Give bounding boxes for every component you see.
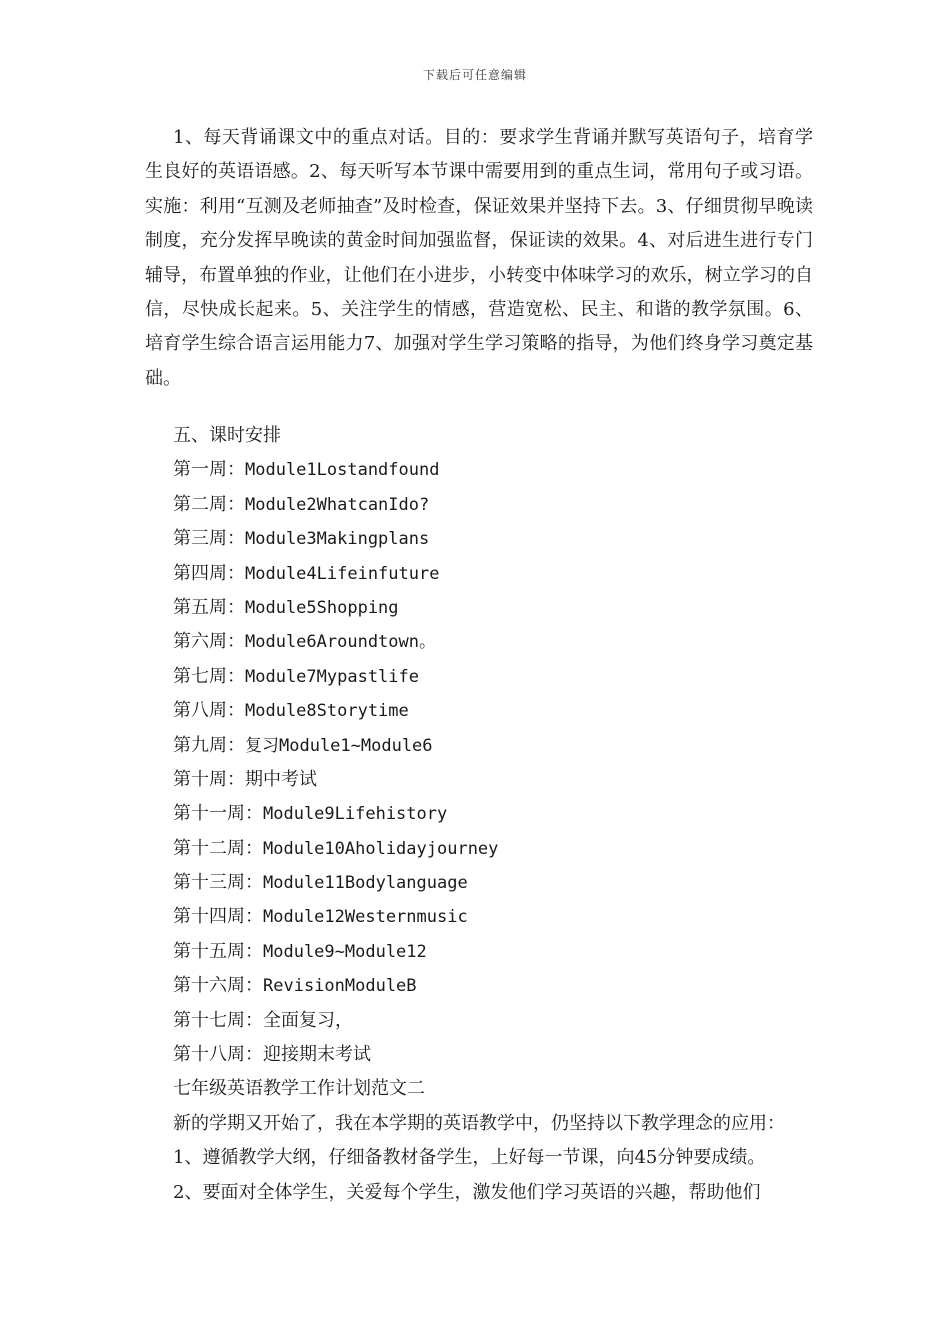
- schedule-row: [145, 557, 813, 591]
- week-label: 第十八周：: [173, 1044, 263, 1066]
- week-content: Module1Lostandfound: [245, 460, 440, 481]
- week-label: 第十三周：: [173, 872, 263, 894]
- week-label: 第三周：: [173, 528, 245, 550]
- body-paragraph: 1、每天背诵课文中的重点对话。目的：要求学生背诵并默写英语句子，培育学生良好的英语语感。2、每天听写本节课中需要用到的重点生词，常用句子或习语。实施：利用“互测及老师抽查”及时检查，保证效果并坚持下去。3、仔细贯彻早晚读制度，充分发挥早晚读的黄金时间加强监督，保证读的效果。4、对后进生进行专门辅导，布置单独的作业，让他们在小进步，小转变中体味学习的欢乐，树立学习的自信，尽快成长起来。5、关注学生的情感，营造宽松、民主、和谐的教学氛围。6、培育学生综合语言运用能力7、加强对学生学习策略的指导，为他们终身学习奠定基础。: [145, 127, 813, 389]
- schedule-row: [145, 660, 813, 694]
- week-content: Module9Lifehistory: [263, 804, 448, 825]
- week-content: 复习Module1~Module6: [245, 735, 433, 756]
- schedule-row: [145, 453, 813, 487]
- schedule-row: [145, 488, 813, 522]
- schedule-row: [145, 969, 813, 1003]
- week-content: Module5Shopping: [245, 597, 399, 618]
- list-item: 2、要面对全体学生，关爱每个学生，激发他们学习英语的兴趣，帮助他们: [173, 1181, 761, 1203]
- week-label: 第十二周：: [173, 837, 263, 859]
- week-label: 第十周：: [173, 768, 245, 790]
- week-label: 第五周：: [173, 596, 245, 618]
- schedule-row: [145, 866, 813, 900]
- week-content: Module7Mypastlife: [245, 666, 419, 687]
- week-content: Module6Aroundtown。: [245, 632, 436, 653]
- page-header-note: 下载后可任意编辑: [422, 68, 527, 82]
- week-label: 第七周：: [173, 665, 245, 687]
- week-label: 第一周：: [173, 459, 245, 481]
- schedule-row: [145, 729, 813, 763]
- week-label: 第十六周：: [173, 975, 263, 997]
- week-content: Module11Bodylanguage: [263, 873, 468, 894]
- week-content: Module3Makingplans: [245, 529, 430, 550]
- week-content: Module12Westernmusic: [263, 907, 468, 928]
- week-label: 第八周：: [173, 700, 245, 722]
- week-label: 第十四周：: [173, 906, 263, 928]
- schedule-row: [145, 694, 813, 728]
- schedule-row: [145, 1038, 813, 1072]
- week-content: RevisionModuleB: [263, 976, 417, 997]
- week-label: 第十七周：: [173, 1009, 263, 1031]
- week-label: 第四周：: [173, 562, 245, 584]
- schedule-row: [145, 763, 813, 797]
- week-content: 全面复习，: [263, 1009, 353, 1031]
- week-label: 第九周：: [173, 734, 245, 756]
- second-plan-title: 七年级英语教学工作计划范文二: [173, 1078, 425, 1100]
- week-label: 第六周：: [173, 631, 245, 653]
- week-label: 第二周：: [173, 493, 245, 515]
- intro-line: 新的学期又开始了，我在本学期的英语教学中，仍坚持以下教学理念的应用：: [173, 1112, 785, 1134]
- week-content: Module8Storytime: [245, 701, 409, 722]
- week-content: 期中考试: [245, 768, 317, 790]
- schedule-row: [145, 625, 813, 659]
- schedule-row: [145, 797, 813, 831]
- schedule-row: [145, 832, 813, 866]
- section-heading: 五、课时安排: [173, 425, 281, 446]
- schedule-row: [145, 591, 813, 625]
- schedule-row: [145, 900, 813, 934]
- list-item: 1、遵循教学大纲，仔细备教材备学生，上好每一节课，向45分钟要成绩。: [173, 1147, 766, 1169]
- week-label: 第十五周：: [173, 940, 263, 962]
- week-label: 第十一周：: [173, 803, 263, 825]
- week-content: Module4Lifeinfuture: [245, 563, 440, 584]
- schedule-row: [145, 1004, 813, 1038]
- week-content: Module10Aholidayjourney: [263, 838, 499, 859]
- schedule-row: [145, 522, 813, 556]
- week-content: 迎接期末考试: [263, 1044, 371, 1066]
- week-content: Module9~Module12: [263, 941, 427, 962]
- schedule-row: [145, 935, 813, 969]
- week-content: Module2WhatcanIdo?: [245, 494, 430, 515]
- schedule-section: [145, 419, 813, 1210]
